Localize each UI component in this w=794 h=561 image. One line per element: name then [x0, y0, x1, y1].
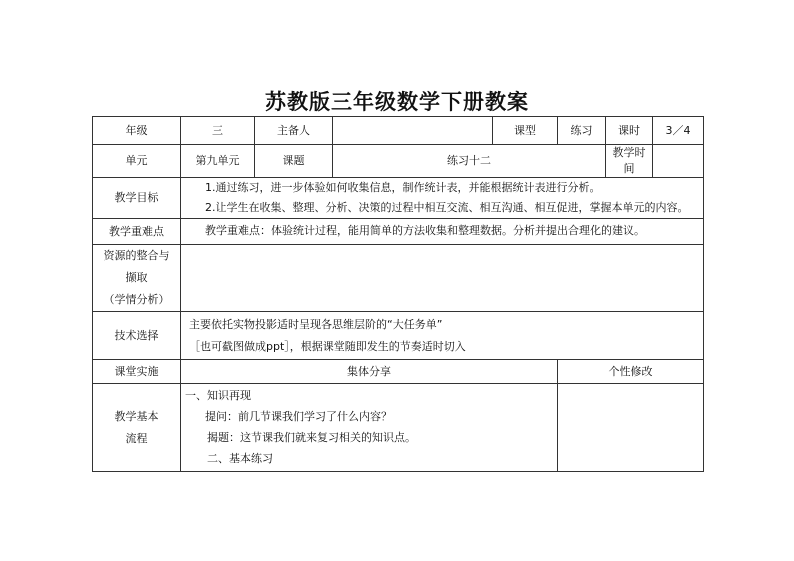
preparer-label: 主备人: [255, 117, 333, 145]
table-row-implementation: [93, 360, 704, 384]
key-points-content: 教学重难点：体验统计过程，能用简单的方法收集和整理数据。分析并提出合理化的建议。: [181, 219, 704, 245]
topic-value: 练习十二: [333, 145, 606, 178]
resources-label-line-3: （学情分析）: [103, 293, 170, 306]
process-line-2: 提问：前几节课我们学习了什么内容？: [205, 410, 392, 423]
grade-value: 三: [181, 117, 255, 145]
process-personal-content: [558, 384, 704, 472]
implementation-label: 课堂实施: [93, 360, 181, 384]
key-points-label: 教学重难点: [93, 219, 181, 245]
unit-label: 单元: [93, 145, 181, 178]
resources-label-line-2: 撷取: [125, 271, 148, 284]
preparer-value: [333, 117, 493, 145]
goal-item-1: 1.通过练习，进一步体验如何收集信息，制作统计表，并能根据统计表进行分析。: [205, 181, 601, 194]
table-row-resources: [93, 245, 704, 312]
shared-header: 集体分享: [181, 360, 558, 384]
document-title: 苏教版三年级数学下册教案: [265, 90, 529, 114]
table-row-tech: [93, 312, 704, 360]
process-label: [93, 384, 181, 472]
tech-content: [181, 312, 704, 360]
lesson-plan-table: [92, 116, 704, 472]
period-value: 3／4: [653, 117, 704, 145]
tech-line-1: 主要依托实物投影适时呈现各思维层阶的“大任务单”: [189, 317, 443, 331]
lesson-type-label: 课型: [493, 117, 558, 145]
topic-label: 课题: [255, 145, 333, 178]
table-row-goals: [93, 178, 704, 219]
goals-content: [181, 178, 704, 219]
tech-line-2: ［也可截图做成ppt］，根据课堂随即发生的节奏适时切入: [189, 339, 466, 353]
resources-label-line-1: 资源的整合与: [103, 249, 170, 262]
teaching-time-label: 教学时间: [606, 145, 653, 178]
teaching-time-value: [653, 145, 704, 178]
process-line-1: 一、知识再现: [185, 389, 251, 402]
process-line-4: 二、基本练习: [207, 452, 273, 465]
goal-item-2: 2.让学生在收集、整理、分析、决策的过程中相互交流、相互沟通、相互促进，掌握本单元的内容。: [205, 201, 689, 214]
table-row-key-points: [93, 219, 704, 245]
tech-label: 技术选择: [93, 312, 181, 360]
personal-header: 个性修改: [558, 360, 704, 384]
period-label: 课时: [606, 117, 653, 145]
process-label-line-2: 流程: [125, 431, 148, 445]
process-content: [181, 384, 558, 472]
goals-label: 教学目标: [93, 178, 181, 219]
lesson-type-value: 练习: [558, 117, 606, 145]
table-row-unit: [93, 145, 704, 178]
grade-label: 年级: [93, 117, 181, 145]
table-row-process: [93, 384, 704, 472]
process-line-3: 揭题：这节课我们就来复习相关的知识点。: [207, 431, 416, 444]
resources-label: [93, 245, 181, 312]
table-row-basic-info: [93, 117, 704, 145]
unit-value: 第九单元: [181, 145, 255, 178]
process-label-line-1: 教学基本: [114, 409, 159, 423]
resources-content: [181, 245, 704, 312]
